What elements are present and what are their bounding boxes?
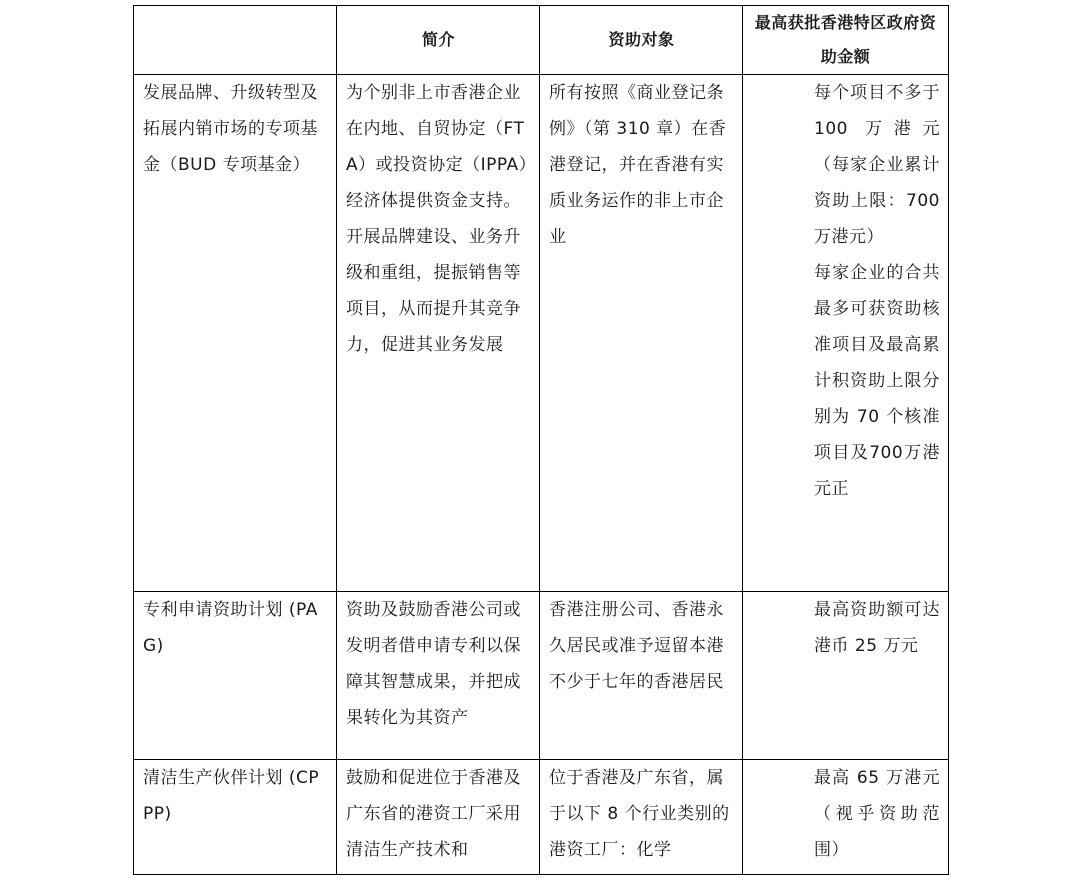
scheme-intro: 为个别非上市香港企业在内地、自贸协定（FTA）或投资协定（IPPA）经济体提供资金支持。开展品牌建设、业务升级和重组，提振销售等项目，从而提升其竞争力，促进其业务发展 xyxy=(337,75,540,592)
scheme-name: 发展品牌、升级转型及拓展内销市场的专项基金（BUD 专项基金） xyxy=(134,75,337,592)
header-scheme xyxy=(134,6,337,75)
scheme-name: 专利申请资助计划 (PAG) xyxy=(134,592,337,760)
scheme-target: 位于香港及广东省，属于以下 8 个行业类别的港资工厂：化学 xyxy=(540,760,743,875)
scheme-intro: 资助及鼓励香港公司或发明者借申请专利以保障其智慧成果，并把成果转化为其资产 xyxy=(337,592,540,760)
table-row xyxy=(134,760,949,875)
scheme-amount-cell xyxy=(743,592,949,760)
scheme-amount-cell xyxy=(743,760,949,875)
table-row xyxy=(134,75,949,592)
table-row xyxy=(134,592,949,760)
scheme-name: 清洁生产伙伴计划 (CPPP) xyxy=(134,760,337,875)
scheme-amount: 最高 65 万港元（视乎资助范围） xyxy=(814,768,940,860)
header-max-amount: 最高获批香港特区政府资助金额 xyxy=(743,6,949,75)
scheme-target: 香港注册公司、香港永久居民或准予逗留本港不少于七年的香港居民 xyxy=(540,592,743,760)
scheme-amount-extra: 每家企业的合共最多可获资助核准项目及最高累计积资助上限分别为 70 个核准项目及700万港元正 xyxy=(814,263,940,499)
header-target: 资助对象 xyxy=(540,6,743,75)
header-row xyxy=(134,6,949,75)
header-intro: 简介 xyxy=(337,6,540,75)
scheme-intro: 鼓励和促进位于香港及广东省的港资工厂采用清洁生产技术和 xyxy=(337,760,540,875)
funding-schemes-table xyxy=(133,5,949,875)
scheme-amount: 每个项目不多于 100 万港元 （每家企业累计资助上限：700 万港元） xyxy=(814,83,940,247)
scheme-amount: 最高资助额可达港币 25 万元 xyxy=(814,600,940,656)
scheme-target: 所有按照《商业登记条例》（第 310 章）在香港登记，并在香港有实质业务运作的非上市企业 xyxy=(540,75,743,592)
scheme-amount-cell xyxy=(743,75,949,592)
